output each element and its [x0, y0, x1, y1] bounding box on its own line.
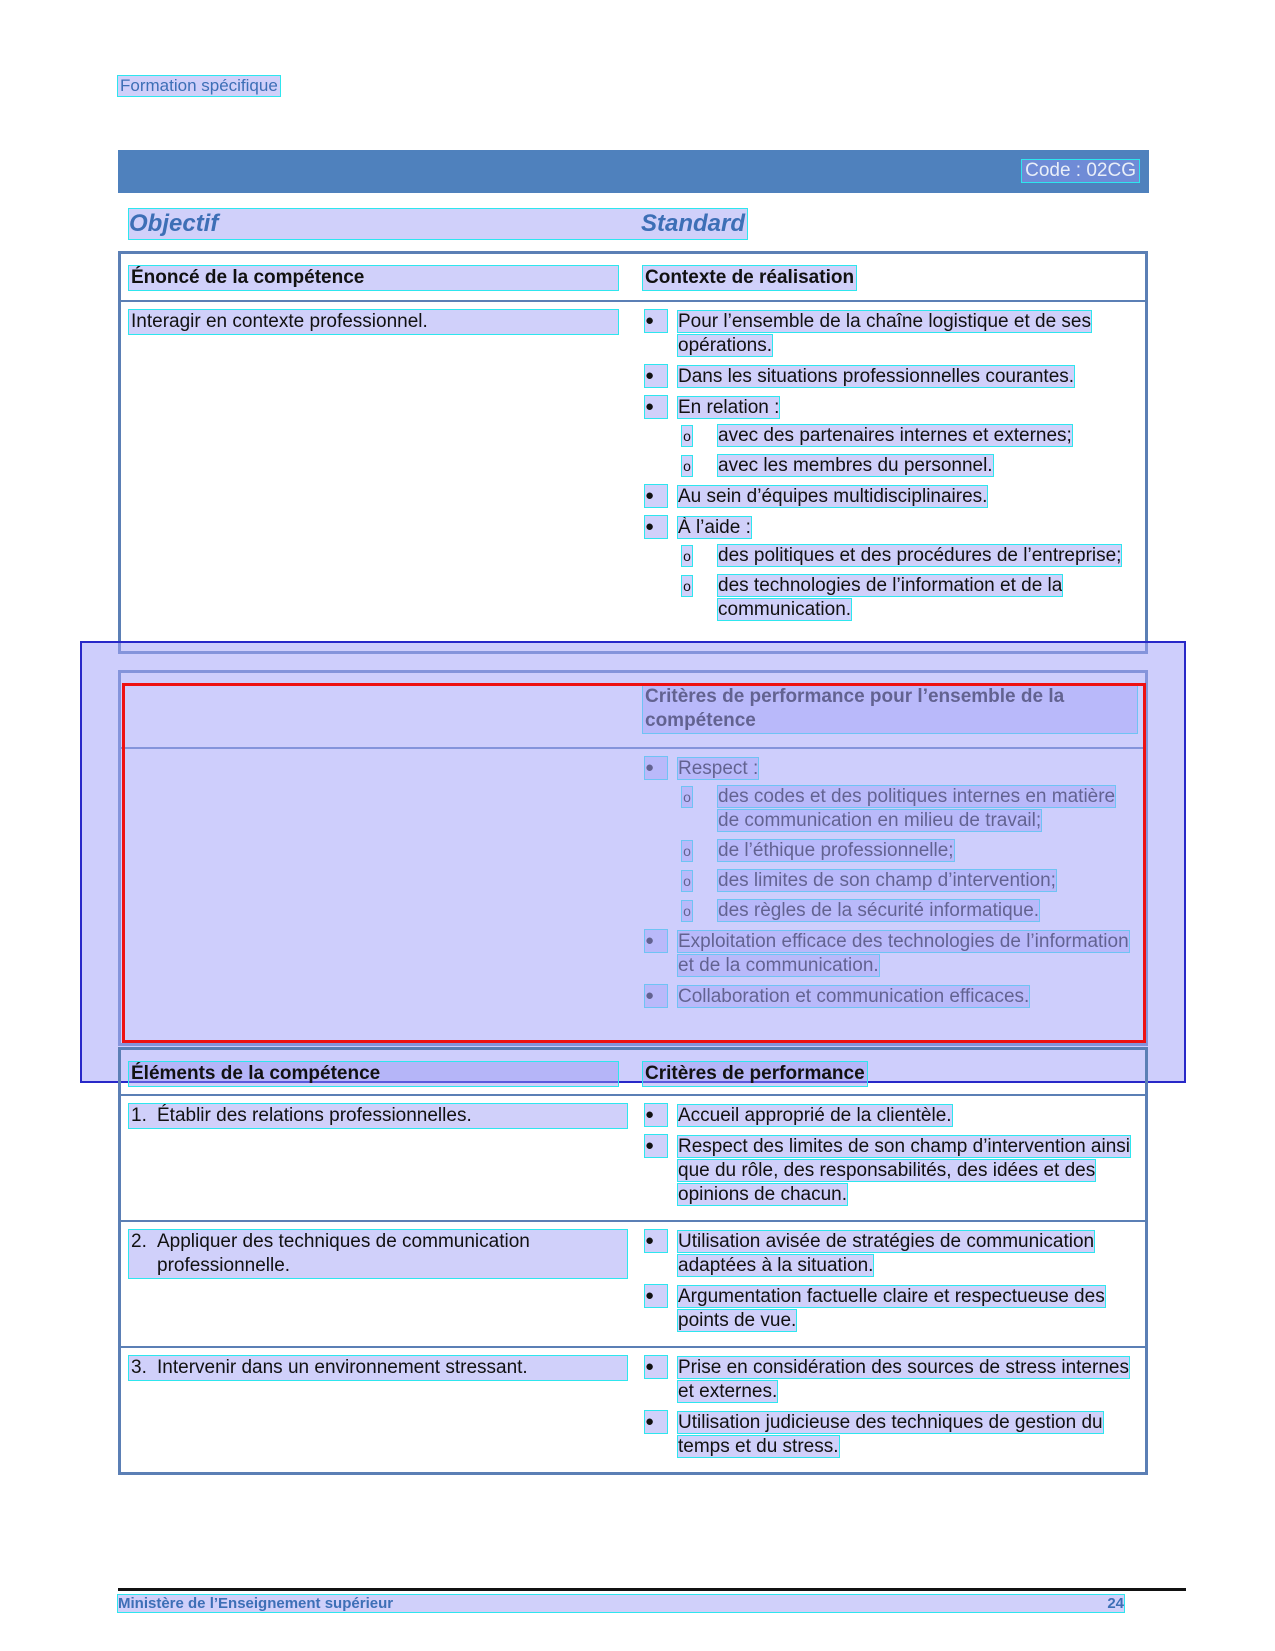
- elements-table: [118, 1047, 1148, 1475]
- sub-list-item-text: avec les membres du personnel.: [718, 455, 993, 477]
- list-item-text: Respect des limites de son champ d’intervention ainsi que du rôle, des responsabilités, des idées et des opinions de chacun.: [678, 1136, 1131, 1205]
- table-row: [120, 1347, 1147, 1474]
- bullet-dot-icon: ●: [645, 396, 667, 418]
- list-item-text: Prise en considération des sources de stress internes et externes.: [678, 1357, 1129, 1402]
- list-item-text: Utilisation avisée de stratégies de communication adaptées à la situation.: [678, 1231, 1095, 1276]
- list-item-text: Au sein d’équipes multidisciplinaires.: [678, 486, 988, 508]
- list-item: [643, 365, 1137, 389]
- statement-header: Énoncé de la compétence: [129, 266, 618, 290]
- element-item: [129, 1230, 627, 1278]
- bullet-dot-icon: ●: [645, 485, 667, 507]
- circle-bullet-icon: o: [683, 458, 691, 475]
- list-item: [643, 1411, 1137, 1459]
- element-item: [129, 1356, 627, 1380]
- elements-header: Éléments de la compétence: [129, 1062, 618, 1086]
- sub-list: [678, 424, 1137, 478]
- list-item: [643, 1135, 1137, 1207]
- sub-list-item: [678, 424, 1137, 448]
- sub-list-item-text: avec des partenaires internes et externes;: [718, 425, 1072, 447]
- competency-code: Code : 02CG: [1022, 160, 1139, 182]
- competency-table: [118, 251, 1148, 654]
- footer-divider: [118, 1588, 1186, 1591]
- list-item: [643, 310, 1137, 358]
- circle-bullet-icon: o: [683, 548, 691, 565]
- sub-list-item: [678, 544, 1137, 568]
- criteria-list: [643, 1230, 1137, 1333]
- list-item: [643, 485, 1137, 509]
- bullet-dot-icon: ●: [645, 1356, 667, 1378]
- page-number: 24: [1107, 1595, 1124, 1612]
- list-item: [643, 396, 1137, 478]
- criteria-list: [643, 1356, 1137, 1459]
- section-labels: [129, 209, 747, 239]
- circle-bullet-icon: o: [683, 428, 691, 445]
- code-bar: [118, 150, 1149, 193]
- sub-list-item: [678, 454, 1137, 478]
- bullet-dot-icon: ●: [645, 1104, 667, 1126]
- bullet-dot-icon: ●: [645, 1230, 667, 1252]
- element-item: [129, 1104, 627, 1128]
- table-row: [120, 301, 1147, 652]
- list-item-text: Accueil approprié de la clientèle.: [678, 1105, 952, 1126]
- bullet-dot-icon: ●: [645, 516, 667, 538]
- criteria-list: [643, 1104, 1137, 1207]
- element-text: Appliquer des techniques de communication professionnelle.: [157, 1231, 530, 1276]
- element-number: 2.: [131, 1231, 147, 1252]
- list-item-text: Argumentation factuelle claire et respectueuse des points de vue.: [678, 1286, 1105, 1331]
- element-text: Établir des relations professionnelles.: [157, 1105, 472, 1126]
- bullet-dot-icon: ●: [645, 1411, 667, 1433]
- bullet-dot-icon: ●: [645, 1135, 667, 1157]
- list-item-text: Pour l’ensemble de la chaîne logistique et de ses opérations.: [678, 311, 1091, 357]
- sub-list-item-text: des politiques et des procédures de l’entreprise;: [718, 545, 1122, 567]
- element-text: Intervenir dans un environnement stressant.: [157, 1357, 528, 1378]
- table-header-row: [120, 253, 1147, 302]
- bullet-dot-icon: ●: [645, 1285, 667, 1307]
- focus-box: [122, 683, 1146, 1043]
- list-item: [643, 1285, 1137, 1333]
- context-header: Contexte de réalisation: [645, 267, 855, 288]
- table-row: [120, 1221, 1147, 1347]
- table-row: [120, 1095, 1147, 1221]
- objectif-label: Objectif: [129, 210, 219, 237]
- bullet-dot-icon: ●: [645, 365, 667, 387]
- standard-label: Standard: [641, 210, 746, 237]
- ministry-name: Ministère de l’Enseignement supérieur: [118, 1595, 394, 1612]
- list-item: [643, 516, 1137, 622]
- list-item: [643, 1104, 1137, 1128]
- header-link[interactable]: Formation spécifique: [120, 76, 278, 95]
- list-item-text: À l’aide :: [678, 517, 751, 539]
- footer: [118, 1595, 1124, 1612]
- sub-list: [678, 544, 1137, 622]
- context-list: [643, 310, 1137, 622]
- bullet-dot-icon: ●: [645, 310, 667, 332]
- element-number: 3.: [131, 1357, 147, 1378]
- list-item-text: Dans les situations professionnelles courantes.: [678, 366, 1075, 388]
- sub-list-item: [678, 574, 1137, 622]
- table-header-row: [120, 1049, 1147, 1096]
- sub-list-item-text: des technologies de l’information et de la communication.: [718, 575, 1063, 621]
- list-item: [643, 1356, 1137, 1404]
- element-number: 1.: [131, 1105, 147, 1126]
- list-item-text: Utilisation judicieuse des techniques de gestion du temps et du stress.: [678, 1412, 1103, 1457]
- competency-statement: Interagir en contexte professionnel.: [129, 310, 618, 334]
- list-item: [643, 1230, 1137, 1278]
- criteria-header: Critères de performance: [645, 1063, 865, 1084]
- circle-bullet-icon: o: [683, 578, 691, 595]
- list-item-text: En relation :: [678, 397, 780, 419]
